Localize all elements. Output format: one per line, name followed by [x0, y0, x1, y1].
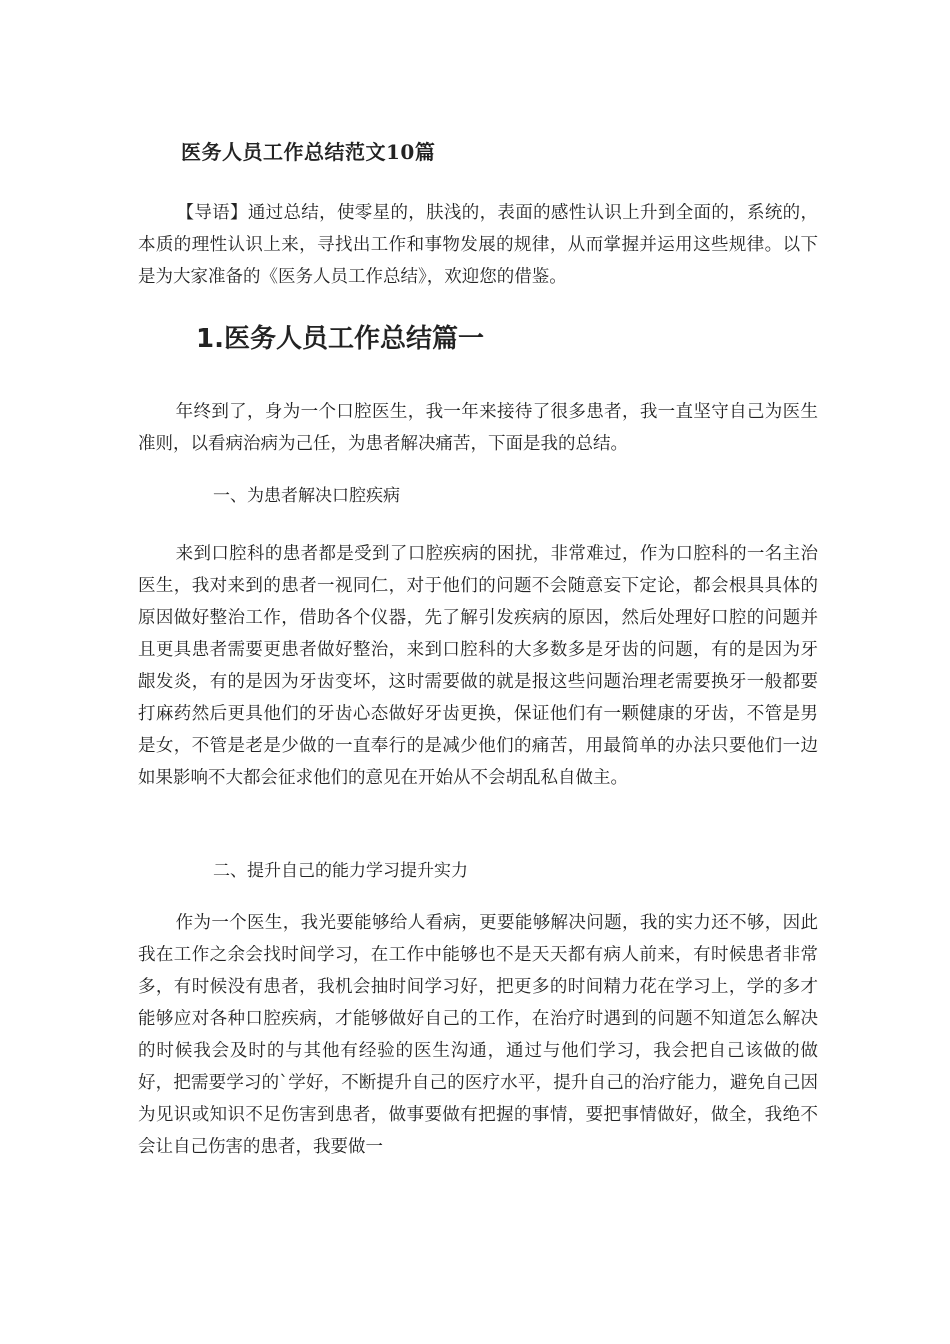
body-paragraph-2: 来到口腔科的患者都是受到了口腔疾病的困扰，非常难过，作为口腔科的一名主治医生，我对来到的患者一视同仁，对于他们的问题不会随意妄下定论，都会根具具体的原因做好整治工作，借助各个仪器，先了解引发疾病的原因，然后处理好口腔的问题并且更具患者需要更患者做好整治，来到口腔科的大多数多是牙齿的问题，有的是因为牙龈发炎，有的是因为牙齿变坏，这时需要做的就是报这些问题治理老需要换牙一般都要打麻药然后更具他们的牙齿心态做好牙齿更换，保证他们有一颗健康的牙齿，不管是男是女，不管是老是少做的一直奉行的是减少他们的痛苦，用最简单的办法只要他们一边如果影响不大都会征求他们的意见在开始从不会胡乱私自做主。	[138, 544, 818, 788]
intro-paragraph: 【导语】通过总结，使零星的，肤浅的，表面的感性认识上升到全面的，系统的，本质的理性认识上来，寻找出工作和事物发展的规律，从而掌握并运用这些规律。以下是为大家准备的《医务人员工作总结》，欢迎您的借鉴。	[138, 203, 818, 287]
document-title: 医务人员工作总结范文10篇	[181, 140, 436, 164]
body-paragraph-3: 作为一个医生，我光要能够给人看病，更要能够解决问题，我的实力还不够，因此我在工作之余会找时间学习，在工作中能够也不是天天都有病人前来，有时候患者非常多，有时候没有患者，我机会抽时间学习好，把更多的时间精力花在学习上，学的多才能够应对各种口腔疾病，才能够做好自己的工作，在治疗时遇到的问题不知道怎么解决的时候我会及时的与其他有经验的医生沟通，通过与他们学习，我会把自己该做的做好，把需要学习的`学好，不断提升自己的医疗水平，提升自己的治疗能力，避免自己因为见识或知识不足伤害到患者，做事要做有把握的事情，要把事情做好，做全，我绝不会让自己伤害的患者，我要做一	[138, 913, 818, 1157]
subheading-2: 二、提升自己的能力学习提升实力	[213, 861, 468, 881]
section-heading: 1.医务人员工作总结篇一	[196, 324, 484, 354]
body-paragraph-1: 年终到了，身为一个口腔医生，我一年来接待了很多患者，我一直坚守自己为医生准则，以看病治病为己任，为患者解决痛苦，下面是我的总结。	[138, 402, 818, 454]
subheading-1: 一、为患者解决口腔疾病	[213, 486, 400, 506]
